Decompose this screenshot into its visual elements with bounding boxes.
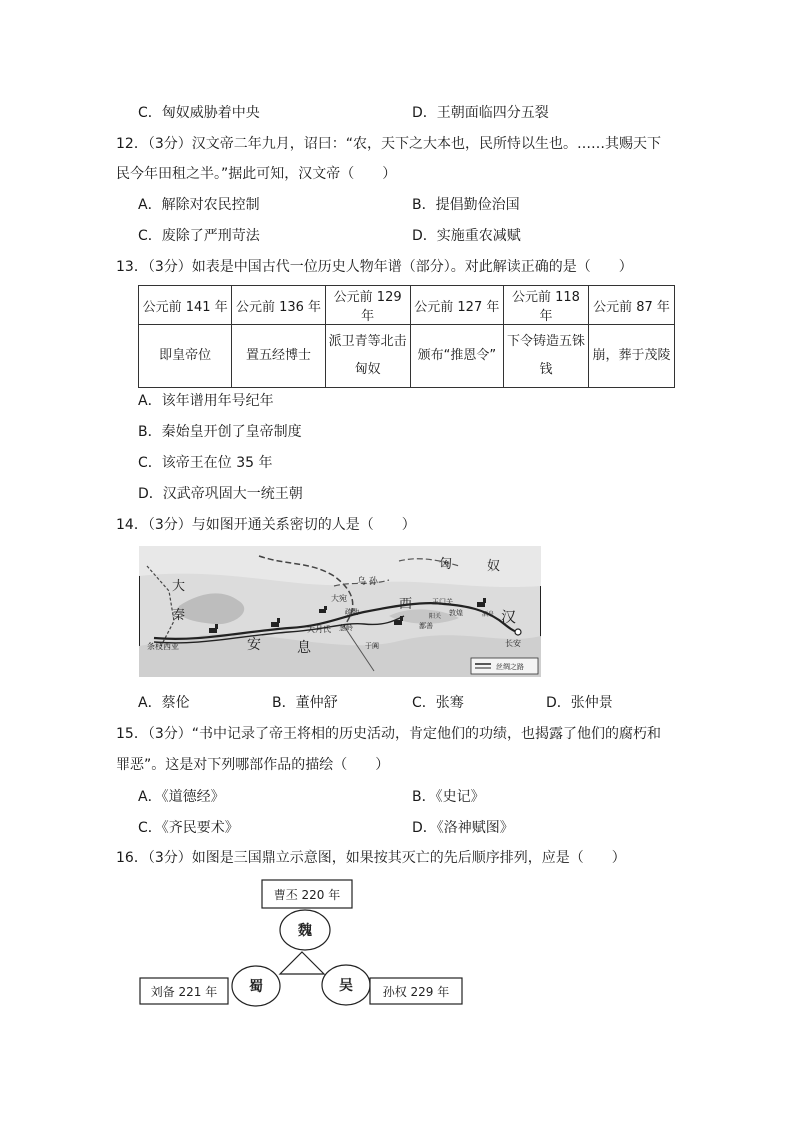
- table-cell-event: 派卫青等北击匈奴: [325, 325, 410, 388]
- map-label-xiongnu-1: 匈: [439, 557, 453, 572]
- three-kingdoms-diagram: [138, 878, 468, 1008]
- table-cell-year: 公元前 136 年: [232, 286, 325, 325]
- q13-option-d: D．汉武帝巩固大一统王朝: [138, 486, 303, 502]
- table-cell-year: 公元前 141 年: [139, 286, 232, 325]
- q14-stem: 14．（3分）与如图开通关系密切的人是（ ）: [116, 517, 416, 533]
- q13-option-a: A．该年谱用年号纪年: [138, 393, 274, 409]
- q13-timeline-table: [138, 285, 675, 388]
- map-label-dunhuang: 敦煌: [449, 609, 463, 617]
- map-label-yumenguan: 玉门关: [432, 598, 453, 606]
- map-legend: [471, 658, 538, 674]
- table-cell-year: 公元前 118 年: [503, 286, 588, 325]
- q12-option-d: D．实施重农减赋: [412, 228, 521, 244]
- table-row-years: [139, 286, 675, 325]
- table-cell-event: 颁布“推恩令”: [410, 325, 503, 388]
- table-cell-event: 置五经博士: [232, 325, 325, 388]
- wei-founder-label: 曹丕 220 年: [273, 888, 341, 902]
- table-cell-year: 公元前 87 年: [588, 286, 674, 325]
- table-cell-event: 下令铸造五铢钱: [503, 325, 588, 388]
- q12-stem-line1: 12．（3分）汉文帝二年九月，诏曰：“农，天下之大本也，民所恃以生也。……其赐天下: [116, 136, 661, 152]
- q12-option-b: B．提倡勤俭治国: [412, 197, 520, 213]
- map-label-changan: 长安: [505, 639, 521, 648]
- map-label-yutian: 于阗: [365, 642, 379, 650]
- table-cell-event: 崩，葬于茂陵: [588, 325, 674, 388]
- map-label-shanshan: 鄯善: [419, 622, 433, 630]
- silk-road-map: [139, 546, 541, 677]
- map-label-xi: 西: [399, 597, 413, 612]
- wei-label: 魏: [298, 923, 312, 939]
- map-label-xi2: 息: [297, 640, 311, 656]
- table-cell-year: 公元前 127 年: [410, 286, 503, 325]
- changan-marker: [515, 629, 521, 635]
- map-label-shule: 疏勒: [345, 608, 359, 616]
- map-label-dayuezhi: 大月氏: [307, 625, 331, 634]
- map-label-congling: 葱岭: [339, 624, 353, 632]
- q12-option-c: C．废除了严刑苛法: [138, 228, 260, 244]
- q14-option-c: C．张骞: [412, 695, 464, 711]
- map-label-yangguan: 阳关: [429, 613, 442, 620]
- q13-stem: 13．（3分）如表是中国古代一位历史人物年谱（部分）。对此解读正确的是（ ）: [116, 259, 633, 275]
- map-label-an: 安: [247, 637, 261, 653]
- q13-option-c: C．该帝王在位 35 年: [138, 455, 273, 471]
- q16-stem: 16．（3分）如图是三国鼎立示意图，如果按其灭亡的先后顺序排列，应是（ ）: [116, 850, 626, 866]
- shu-founder-label: 刘备 221 年: [150, 985, 218, 999]
- q12-option-a: A．解除对农民控制: [138, 197, 260, 213]
- q13-option-b: B．秦始皇开创了皇帝制度: [138, 424, 302, 440]
- map-label-da: 大: [172, 579, 186, 594]
- q14-option-a: A．蔡伦: [138, 695, 190, 711]
- tripod-triangle: [280, 952, 324, 974]
- table-cell-year: 公元前 129 年: [325, 286, 410, 325]
- q14-option-d: D．张仲景: [546, 695, 613, 711]
- table-cell-event: 即皇帝位: [139, 325, 232, 388]
- map-label-han: 汉: [501, 608, 517, 626]
- wu-label: 吴: [339, 978, 353, 994]
- map-label-wusun: 乌 孙: [357, 577, 378, 587]
- q15-option-b: B．《史记》: [412, 789, 485, 805]
- q15-stem-line2: 罪恶”。这是对下列哪部作品的描绘（ ）: [116, 757, 390, 773]
- q15-option-d: D．《洛神赋图》: [412, 820, 514, 836]
- q15-option-c: C．《齐民要术》: [138, 820, 239, 836]
- wu-founder-label: 孙权 229 年: [382, 985, 450, 999]
- q11-option-d: D．王朝面临四分五裂: [412, 105, 549, 121]
- q12-stem-line2: 民今年田租之半。”据此可知，汉文帝（ ）: [116, 166, 397, 182]
- q11-option-c: C．匈奴威胁着中央: [138, 105, 260, 121]
- map-label-dayuan: 大宛: [331, 594, 347, 603]
- map-label-tiaozhi: 条枝西亚: [147, 642, 179, 651]
- table-row-events: [139, 325, 675, 388]
- map-legend-label: 丝绸之路: [496, 663, 524, 671]
- map-label-xiongnu-2: 奴: [487, 559, 501, 574]
- q14-option-b: B．董仲舒: [272, 695, 338, 711]
- map-label-qin: 秦: [172, 608, 186, 623]
- q15-stem-line1: 15．（3分）“书中记录了帝王将相的历史活动，肯定他们的功绩，也揭露了他们的腐朽和: [116, 726, 661, 742]
- map-label-jiuquan: 酒泉: [482, 611, 495, 618]
- shu-label: 蜀: [249, 979, 263, 995]
- q15-option-a: A．《道德经》: [138, 789, 225, 805]
